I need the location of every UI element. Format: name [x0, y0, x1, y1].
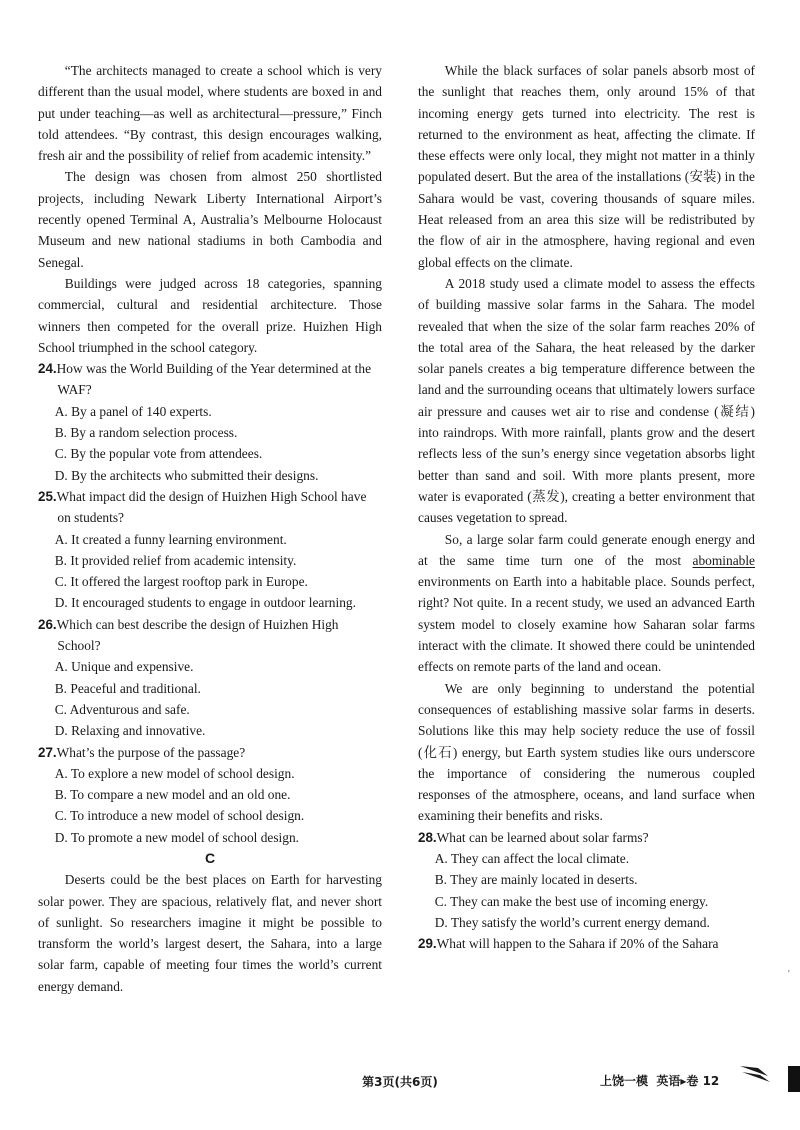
- question-number: 29.: [418, 936, 437, 952]
- option-a: A. To explore a new model of school design.: [54, 765, 295, 781]
- question-stem: 24.How was the World Building of the Year determined at the WAF?: [38, 361, 372, 398]
- right-column: [418, 60, 755, 954]
- question-number: 27.: [38, 744, 57, 760]
- question-number: 25.: [38, 488, 57, 504]
- underlined-word: abominable: [692, 552, 755, 568]
- passage-paragraph: “The architects managed to create a school which is very different than the usual model, where students are boxed in and put under teaching—as well as architectural—pressure,” Finch told attendees. “By contrast, this design encourages walking, fresh air and the possibility of relief from academic intensity.”: [38, 63, 382, 164]
- option-a: A. By a panel of 140 experts.: [54, 403, 212, 419]
- question-stem: 28.What can be learned about solar farms?: [418, 829, 649, 845]
- question-26: [38, 614, 382, 742]
- question-stem: 27.What’s the purpose of the passage?: [38, 744, 246, 760]
- footer-subject: 英语▸卷 12: [656, 1074, 720, 1088]
- option-c: C. To introduce a new model of school design.: [54, 808, 305, 824]
- option-d: D. It encouraged students to engage in outdoor learning.: [54, 595, 356, 611]
- footer-brand: 上饶一模: [600, 1074, 649, 1088]
- question-24: [38, 358, 382, 486]
- question-25: [38, 486, 382, 614]
- option-c: C. They can make the best use of incoming energy.: [434, 893, 709, 909]
- footer-label: [600, 1071, 719, 1092]
- option-c: C. It offered the largest rooftop park in Europe.: [54, 574, 308, 590]
- question-29: [418, 933, 755, 954]
- option-d: D. By the architects who submitted their designs.: [54, 467, 319, 483]
- question-number: 24.: [38, 361, 57, 377]
- option-c: C. By the popular vote from attendees.: [54, 446, 263, 462]
- edge-marker: [788, 1066, 800, 1092]
- passage-paragraph: Buildings were judged across 18 categories, spanning commercial, cultural and residential architecture. Those winners then competed for the overall prize. Huizhen High School triumphed in the school category.: [38, 275, 382, 355]
- swoosh-logo-icon: [738, 1062, 774, 1086]
- passage-paragraph: Deserts could be the best places on Earth for harvesting solar power. They are spacious, relatively flat, and never short of sunlight. So researchers imagine it might be possible to transform the world’s largest desert, the Sahara, into a large solar farm, capable of meeting four times the world’s current energy demand.: [38, 872, 382, 994]
- passage-paragraph: While the black surfaces of solar panels absorb most of the sunlight that reaches them, only around 15% of that incoming energy gets turned into electricity. The rest is returned to the environment as heat, affecting the climate. If these effects were only local, they might not matter in a thinly populated desert. But the area of the installations (安装) in the Sahara would be vast, covering thousands of square miles. Heat released from an area this size will be redistributed by the flow of air in the atmosphere, having regional and even global effects on the climate.: [418, 63, 755, 270]
- question-stem: 26.Which can best describe the design of Huizhen High School?: [38, 616, 339, 654]
- option-d: D. They satisfy the world’s current energy demand.: [434, 914, 710, 930]
- question-number: 26.: [38, 616, 57, 632]
- question-27: [38, 742, 382, 848]
- passage-paragraph: The design was chosen from almost 250 shortlisted projects, including Newark Liberty International Airport’s recently opened Terminal A, Australia’s Melbourne Holocaust Museum and new national stadiums in both Cambodia and Senegal.: [38, 169, 382, 270]
- section-heading-c: C: [204, 849, 216, 866]
- option-a: A. It created a funny learning environment.: [54, 531, 287, 547]
- question-28: [418, 827, 755, 933]
- option-b: B. By a random selection process.: [54, 425, 238, 441]
- question-stem: 29.What will happen to the Sahara if 20% of the Sahara: [418, 936, 719, 952]
- option-a: A. They can affect the local climate.: [434, 850, 630, 866]
- question-number: 28.: [418, 829, 437, 845]
- passage-paragraph: So, a large solar farm could generate enough energy and at the same time turn one of the most abominable environments on Earth into a habitable place. Sounds perfect, right? Not quite. In a recent study, we used an advanced Earth system model to closely examine how Saharan solar farms interact with the climate. It showed there could be unintended effects on remote parts of the land and ocean.: [418, 531, 755, 675]
- option-a: A. Unique and expensive.: [54, 659, 194, 675]
- passage-paragraph: A 2018 study used a climate model to assess the effects of building massive solar farms in the Sahara. The model revealed that when the size of the solar farm reaches 20% of the total area of the Sahara, the heat released by the darker solar panels creates a big temperature difference between the land and the surrounding oceans that ultimately lowers surface air pressure and causes wet air to rise and condense (凝结) into raindrops. With more rainfall, plants grow and the desert reflects less of the sun’s energy since vegetation absorbs light better than sand and soil. With more plants present, more water is evaporated (蒸发), creating a better environment that causes vegetation to spread.: [418, 275, 755, 526]
- option-b: B. They are mainly located in deserts.: [434, 872, 638, 888]
- option-c: C. Adventurous and safe.: [54, 701, 190, 717]
- option-b: B. Peaceful and traditional.: [54, 680, 201, 696]
- passage-paragraph: We are only beginning to understand the potential consequences of establishing massive solar farms in deserts. Solutions like this may help society reduce the use of fossil (化石) energy, but Earth system studies like ours underscore the importance of considering the numerous coupled responses of the atmosphere, oceans, and land surface when examining their benefits and risks.: [418, 680, 755, 824]
- stray-mark: ': [788, 969, 790, 980]
- page-number: 第3页(共6页): [362, 1075, 438, 1089]
- option-d: D. To promote a new model of school design.: [54, 829, 300, 845]
- question-stem: 25.What impact did the design of Huizhen High School have on students?: [38, 488, 367, 526]
- left-column: [38, 60, 382, 997]
- option-d: D. Relaxing and innovative.: [54, 723, 206, 739]
- option-b: B. To compare a new model and an old one.: [54, 787, 291, 803]
- option-b: B. It provided relief from academic intensity.: [54, 552, 297, 568]
